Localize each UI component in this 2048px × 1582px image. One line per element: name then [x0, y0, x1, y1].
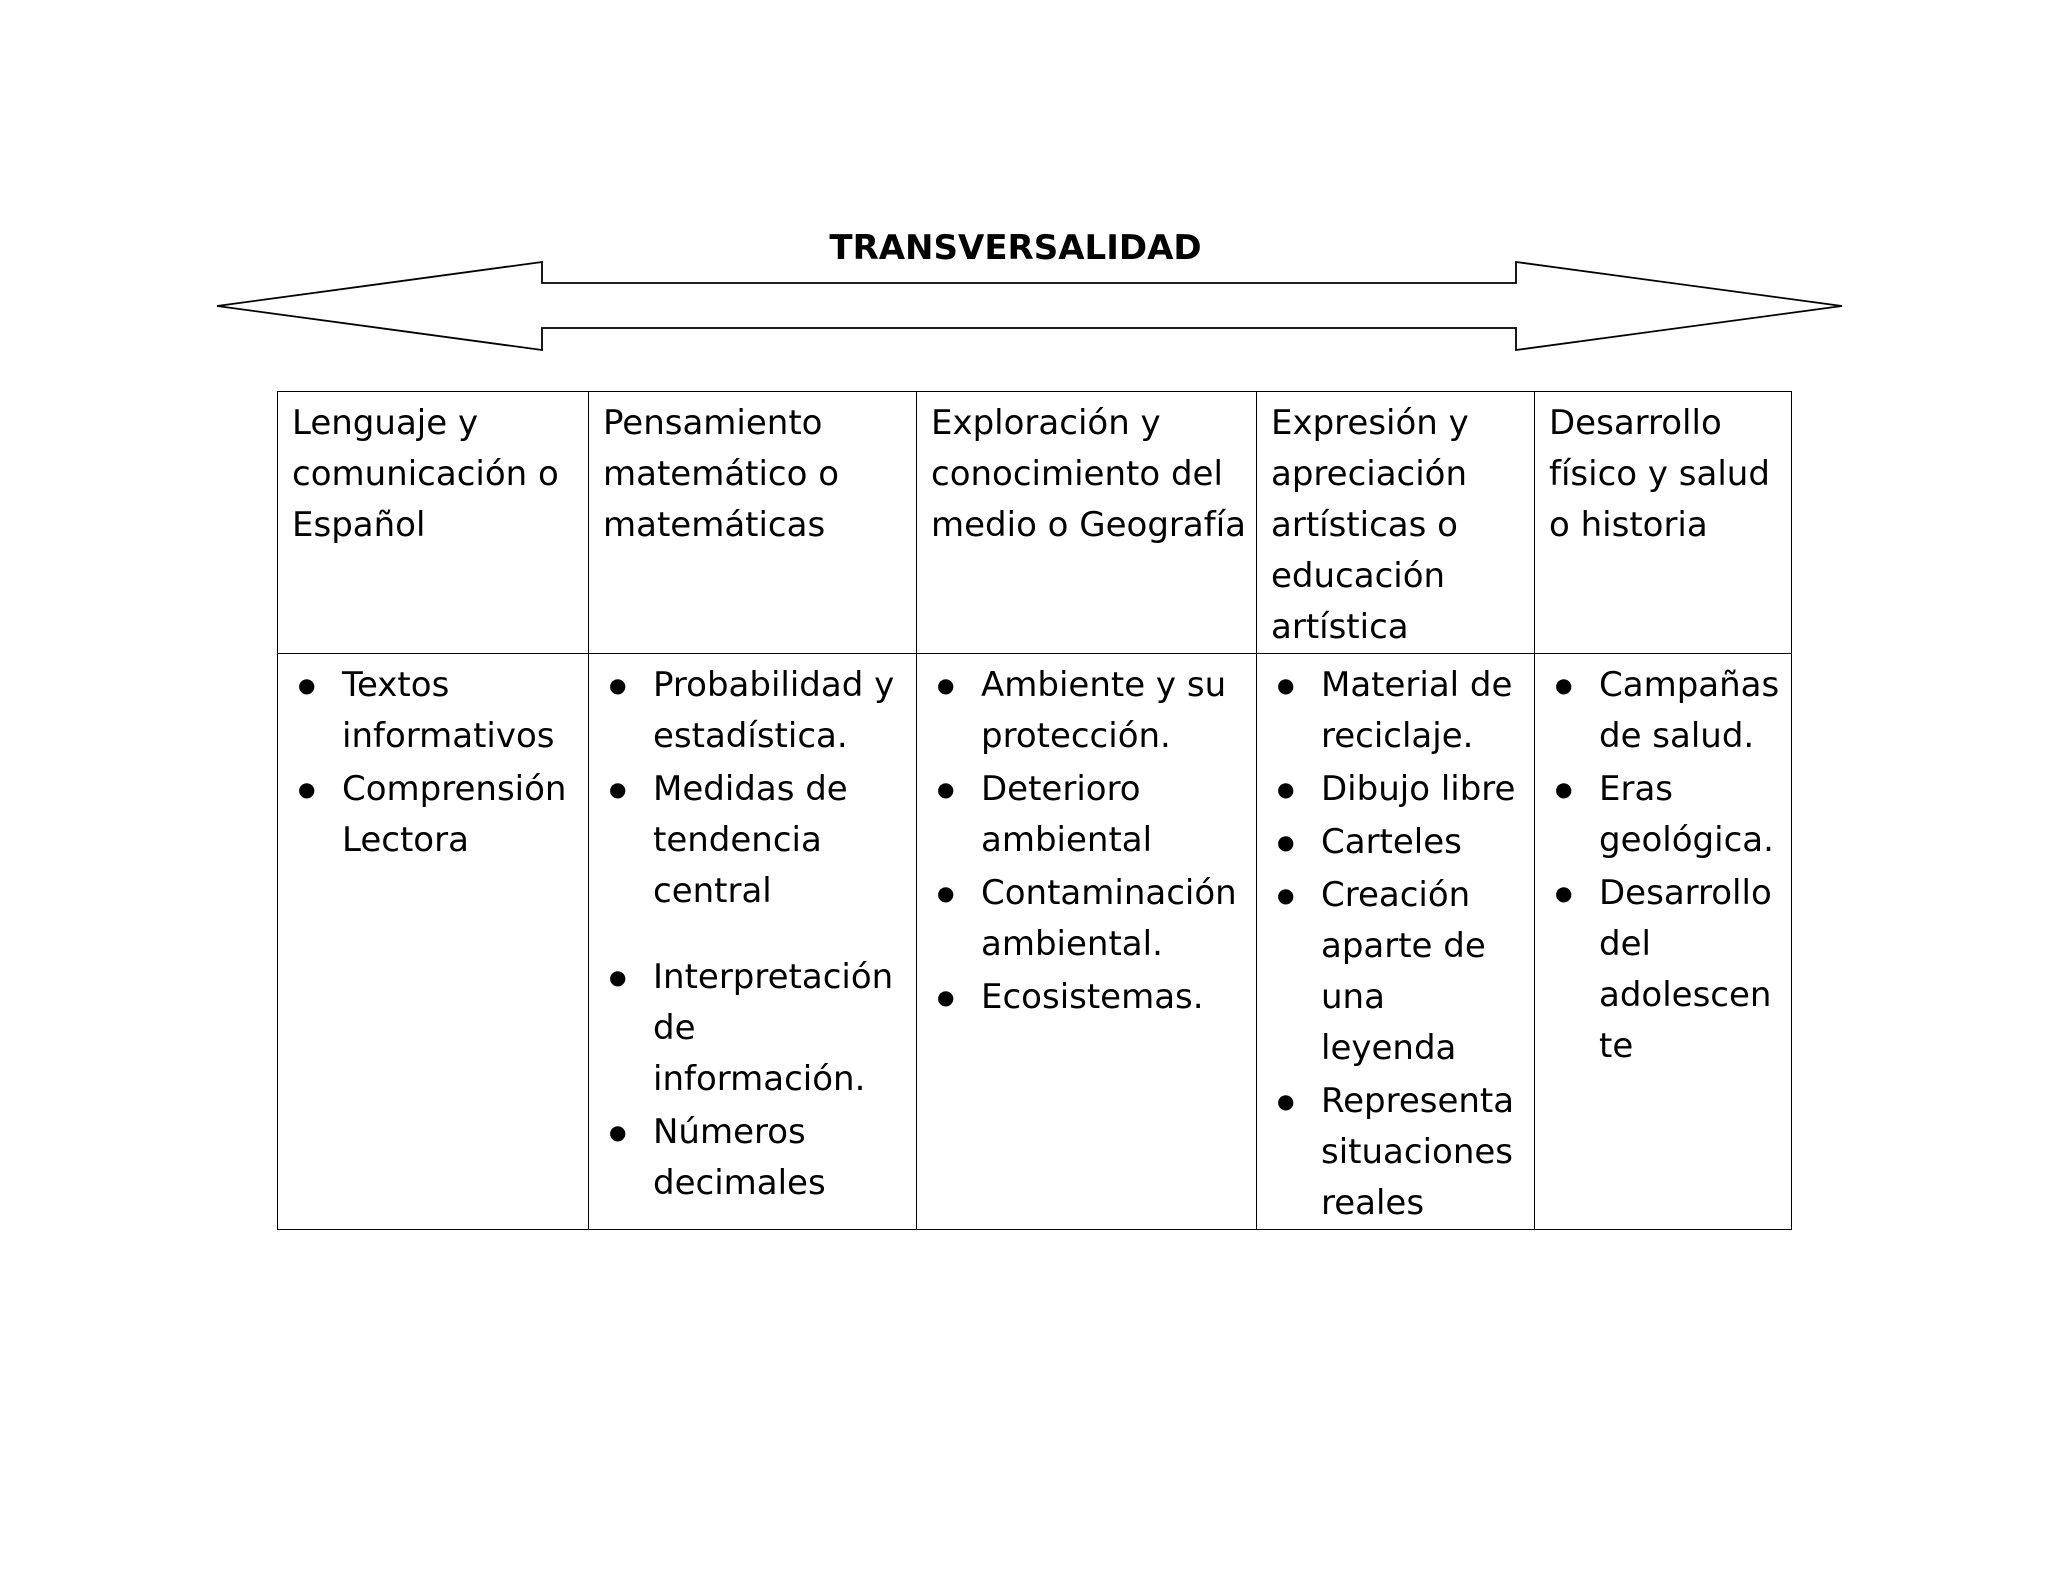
content-cell-desarrollo	[1535, 654, 1792, 1230]
content-cell-pensamiento	[589, 654, 917, 1230]
header-label-lenguaje: Lenguaje y comunicación o Español	[292, 403, 559, 545]
list-item: ● Ambiente y su protección.	[917, 660, 1252, 762]
list-item: ● Representa situaciones reales	[1257, 1076, 1530, 1229]
content-cell-expresion	[1257, 654, 1535, 1230]
list-item: ● Comprensión Lectora	[278, 764, 584, 866]
list-item: ● Probabilidad y estadística.	[589, 660, 912, 762]
bullet-list	[917, 654, 1256, 1023]
bullet-list	[278, 654, 588, 866]
bullet-list	[589, 654, 916, 1209]
list-item: ● Textos informativos	[278, 660, 584, 762]
page-title: TRANSVERSALIDAD	[829, 228, 1202, 268]
content-row	[278, 654, 1792, 1230]
bullet-list	[1535, 654, 1791, 1072]
list-item: ● Creación aparte de una leyenda	[1257, 870, 1530, 1074]
list-item: ● Eras geológica.	[1535, 764, 1787, 866]
bullet-list	[1257, 654, 1534, 1229]
header-label-desarrollo: Desarrollo físico y salud o historia	[1549, 403, 1770, 545]
arrow-outline	[217, 262, 1842, 350]
content-cell-exploracion	[917, 654, 1257, 1230]
list-item: ● Contaminación ambiental.	[917, 868, 1252, 970]
header-cell-lenguaje	[278, 392, 589, 654]
header-label-expresion: Expresión y apreciación artísticas o educación artística	[1271, 403, 1469, 647]
list-item: ● Dibujo libre	[1257, 764, 1530, 815]
header-cell-pensamiento	[589, 392, 917, 654]
header-cell-expresion	[1257, 392, 1535, 654]
list-item: ● Números decimales	[589, 1107, 912, 1209]
header-cell-desarrollo	[1535, 392, 1792, 654]
subjects-table	[277, 391, 1792, 1230]
header-cell-exploracion	[917, 392, 1257, 654]
list-item: ● Desarrollo del adolescen te	[1535, 868, 1787, 1072]
list-item: ● Interpretación de información.	[589, 952, 912, 1105]
list-item: ● Carteles	[1257, 817, 1530, 868]
header-label-exploracion: Exploración y conocimiento del medio o Geografía	[931, 403, 1246, 545]
header-row	[278, 392, 1792, 654]
list-item: ● Material de reciclaje.	[1257, 660, 1530, 762]
list-item: ● Ecosistemas.	[917, 972, 1252, 1023]
list-item: ● Deterioro ambiental	[917, 764, 1252, 866]
list-item: ● Campañas de salud.	[1535, 660, 1787, 762]
content-cell-lenguaje	[278, 654, 589, 1230]
header-label-pensamiento: Pensamiento matemático o matemáticas	[603, 403, 840, 545]
list-item: ● Medidas de tendencia central	[589, 764, 912, 917]
